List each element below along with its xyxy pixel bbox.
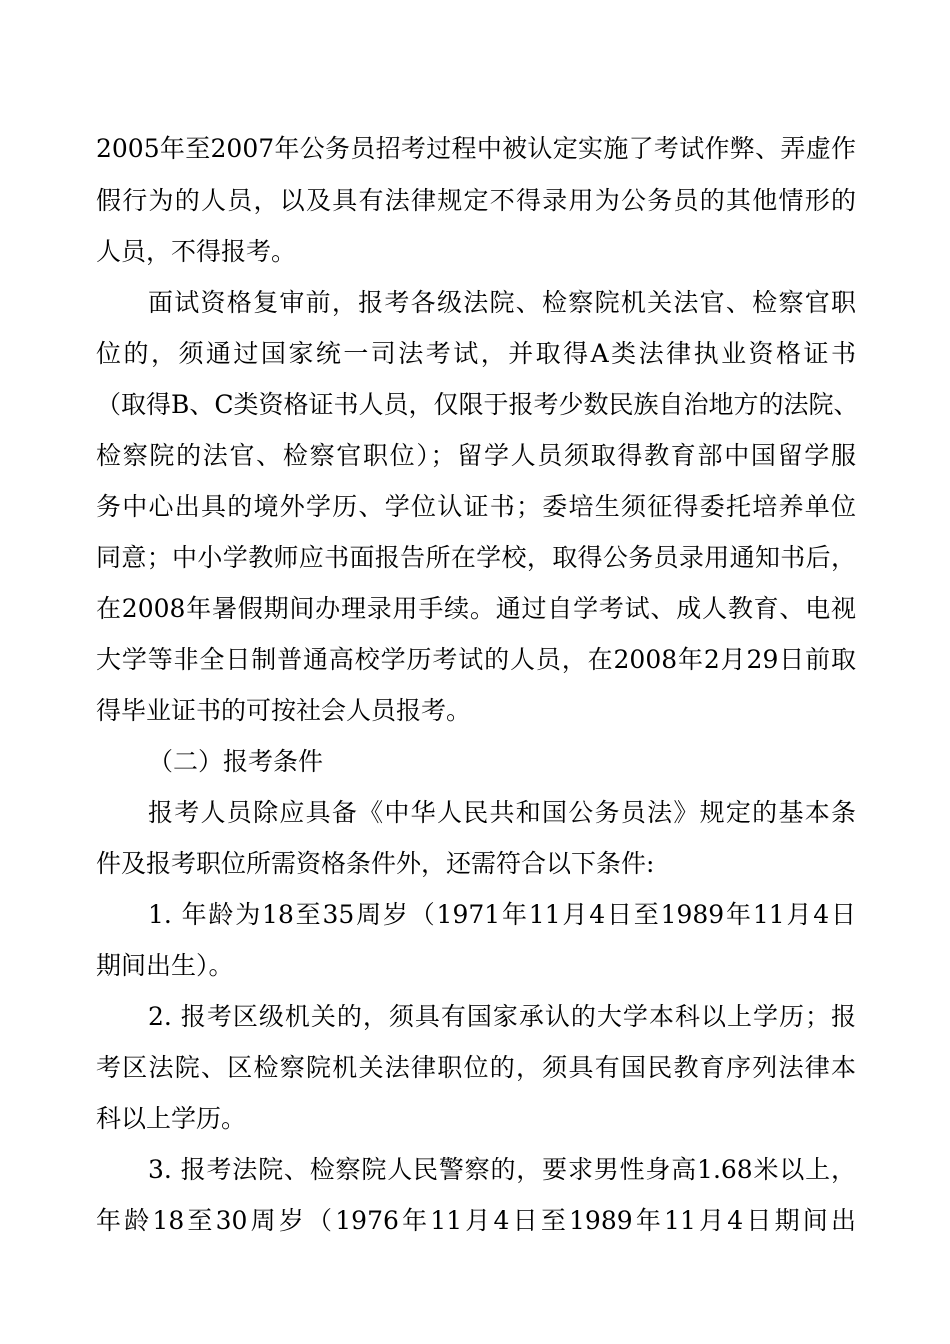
body-line-10: 在2008年暑假期间办理录用手续。通过自学考试、成人教育、电视	[96, 594, 856, 623]
body-line-1: 2005年至2007年公务员招考过程中被认定实施了考试作弊、弄虚作	[96, 134, 856, 163]
body-line-6: （取得B、C类资格证书人员，仅限于报考少数民族自治地方的法院、	[96, 390, 859, 419]
body-line-11: 大学等非全日制普通高校学历考试的人员，在2008年2月29日前取	[96, 645, 856, 674]
body-line-5: 位的，须通过国家统一司法考试，并取得A类法律执业资格证书	[96, 339, 856, 368]
body-line-18: 2. 报考区级机关的，须具有国家承认的大学本科以上学历；报	[148, 1002, 856, 1031]
body-line-12: 得毕业证书的可按社会人员报考。	[96, 696, 472, 725]
section-heading: （二）报考条件	[148, 747, 324, 776]
body-line-7: 检察院的法官、检察官职位）；留学人员须取得教育部中国留学服	[96, 441, 856, 470]
body-line-14: 报考人员除应具备《中华人民共和国公务员法》规定的基本条	[148, 798, 856, 827]
body-line-9: 同意；中小学教师应书面报告所在学校，取得公务员录用通知书后，	[96, 543, 856, 572]
body-line-3: 人员，不得报考。	[96, 237, 297, 266]
body-line-8: 务中心出具的境外学历、学位认证书；委培生须征得委托培养单位	[96, 492, 856, 521]
body-line-16: 1. 年龄为18至35周岁（1971年11月4日至1989年11月4日	[148, 900, 856, 929]
body-line-22: 年龄18至30周岁（1976年11月4日至1989年11月4日期间出	[96, 1206, 856, 1235]
body-line-2: 假行为的人员，以及具有法律规定不得录用为公务员的其他情形的	[96, 186, 856, 215]
body-line-19: 考区法院、区检察院机关法律职位的，须具有国民教育序列法律本	[96, 1053, 856, 1082]
body-line-17: 期间出生）。	[96, 951, 234, 980]
body-line-20: 科以上学历。	[96, 1104, 247, 1133]
body-line-15: 件及报考职位所需资格条件外，还需符合以下条件:	[96, 849, 655, 878]
body-line-21: 3. 报考法院、检察院人民警察的，要求男性身高1.68米以上，	[148, 1155, 856, 1184]
body-line-4: 面试资格复审前，报考各级法院、检察院机关法官、检察官职	[148, 288, 856, 317]
